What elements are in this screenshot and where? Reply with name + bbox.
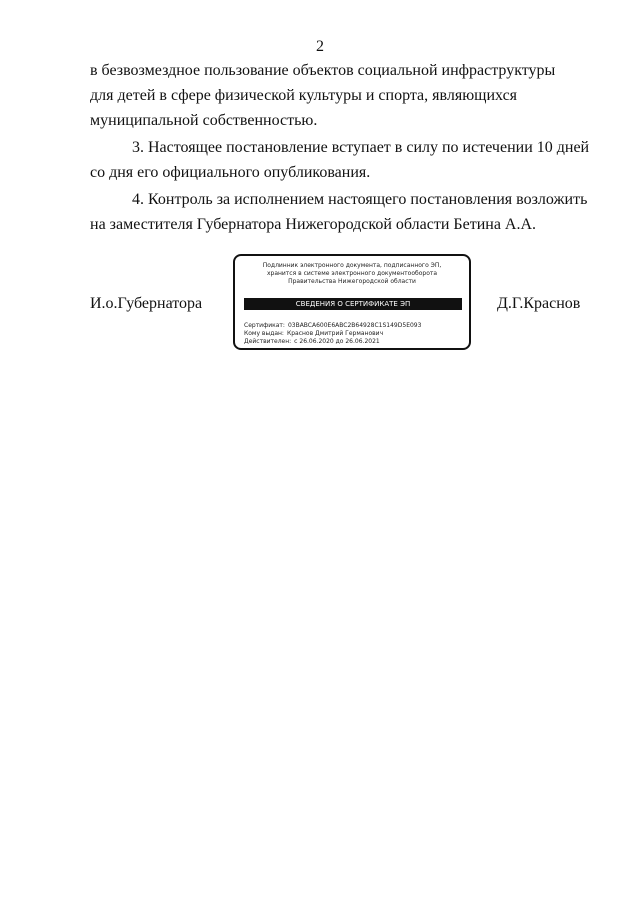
paragraph-1-line-2: для детей в сфере физической культуры и спорта, являющихся — [90, 87, 518, 104]
page-number: 2 — [316, 38, 324, 55]
paragraph-4-line-2: на заместителя Губернатора Нижегородской области Бетина А.А. — [90, 216, 537, 233]
signer-position: И.о.Губернатора — [90, 295, 203, 312]
paragraph-4-line-1: 4. Контроль за исполнением настоящего постановления возложить — [132, 191, 588, 208]
stamp-issued-to-label: Кому выдан: — [244, 330, 284, 337]
stamp-banner: СВЕДЕНИЯ О СЕРТИФИКАТЕ ЭП — [244, 298, 462, 310]
paragraph-1-line-3: муниципальной собственностью. — [90, 112, 318, 129]
stamp-certificate-row — [244, 322, 466, 330]
stamp-notice — [241, 262, 463, 286]
paragraph-3-line-1: 3. Настоящее постановление вступает в силу по истечении 10 дней — [132, 139, 590, 156]
stamp-notice-line-1: Подлинник электронного документа, подписанного ЭП, — [262, 262, 442, 269]
stamp-notice-line-2: хранится в системе электронного документооборота — [266, 270, 438, 277]
stamp-issued-to-row — [244, 330, 466, 338]
stamp-valid-label: Действителен: — [244, 338, 292, 345]
paragraph-1-line-1: в безвозмездное пользование объектов социальной инфраструктуры — [90, 62, 556, 79]
electronic-signature-stamp — [233, 254, 471, 350]
stamp-valid-value: с 26.06.2020 до 26.06.2021 — [294, 338, 380, 345]
stamp-issued-to-value: Краснов Дмитрий Германович — [286, 330, 384, 337]
paragraph-3-line-2: со дня его официального опубликования. — [90, 164, 371, 181]
signer-name: Д.Г.Краснов — [497, 295, 581, 312]
stamp-valid-row — [244, 338, 466, 346]
stamp-certificate-label: Сертификат: — [244, 322, 285, 329]
stamp-notice-line-3: Правительства Нижегородской области — [288, 278, 416, 285]
stamp-details — [244, 322, 466, 346]
stamp-certificate-value: 03BABCA600E6ABC2B64928C1S149D5E093 — [287, 322, 422, 329]
